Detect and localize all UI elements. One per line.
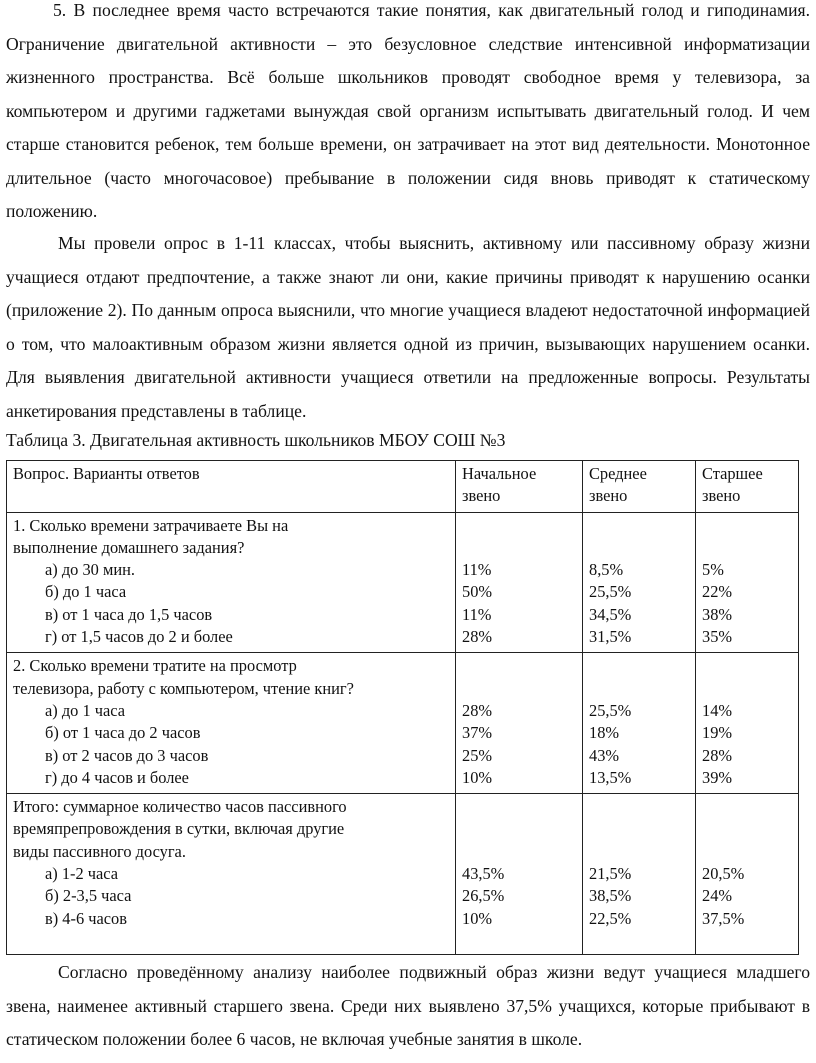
paragraph-intro: 5. В последнее время часто встречаются такие понятия, как двигательный голод и гиподинамия. Ограничение двигательной активности – это безусловное следствие интенсивной информатизации жизненного пространства. Всё больше школьников проводят свободное время у телевизора, за компьютером и другими гаджетами вынуждая свой организм испытывать двигательный голод. И чем старше становится ребенок, тем больше времени, он затрачивает на этот вид деятельности. Монотонное длительное (часто многочасовое) пребывание в положении сидя вновь приводят к статическому положению. bbox=[6, 0, 810, 221]
paragraph-conclusion: Согласно проведённому анализу наиболее подвижный образ жизни ведут учащиеся младшего звена, наименее активный старшего звена. Среди них выявлено 37,5% учащихся, которые прибывают в статическом положении более 6 часов, не включая учебные занятия в школе. bbox=[6, 962, 810, 1049]
total-primary: 43,5% 26,5% 10% bbox=[456, 794, 583, 955]
header-question: Вопрос. Варианты ответов bbox=[7, 461, 456, 513]
table-row bbox=[7, 794, 799, 955]
table-row bbox=[7, 653, 799, 794]
table-row bbox=[7, 512, 799, 653]
q1-senior: 5% 22% 38% 35% bbox=[696, 512, 799, 653]
q2-senior: 14% 19% 28% 39% bbox=[696, 653, 799, 794]
q2-question: 2. Сколько времени тратите на просмотр телевизора, работу с компьютером, чтение книг? а) до 1 часа б) от 1 часа до 2 часов в) от 2 часов до 3 часов г) до 4 часов и более bbox=[7, 653, 456, 794]
q1-question: 1. Сколько времени затрачиваете Вы на выполнение домашнего задания? а) до 30 мин. б) до 1 часа в) от 1 часа до 1,5 часов г) от 1,5 часов до 2 и более bbox=[7, 512, 456, 653]
total-senior: 20,5% 24% 37,5% bbox=[696, 794, 799, 955]
table-caption: Таблица 3. Двигательная активность школьников МБОУ СОШ №3 bbox=[6, 430, 506, 450]
q1-primary: 11% 50% 11% 28% bbox=[456, 512, 583, 653]
header-senior: Старшее звено bbox=[696, 461, 799, 513]
header-middle: Среднее звено bbox=[583, 461, 696, 513]
table-header-row bbox=[7, 461, 799, 513]
activity-table bbox=[6, 460, 799, 955]
q2-primary: 28% 37% 25% 10% bbox=[456, 653, 583, 794]
header-primary: Начальное звено bbox=[456, 461, 583, 513]
q1-middle: 8,5% 25,5% 34,5% 31,5% bbox=[583, 512, 696, 653]
total-question: Итого: суммарное количество часов пассивного времяпрепровождения в сутки, включая другие виды пассивного досуга. а) 1-2 часа б) 2-3,5 часа в) 4-6 часов bbox=[7, 794, 456, 955]
paragraph-survey: Мы провели опрос в 1-11 классах, чтобы выяснить, активному или пассивному образу жизни учащиеся отдают предпочтение, а также знают ли они, какие причины приводят к нарушению осанки (приложение 2). По данным опроса выяснили, что многие учащиеся владеют недостаточной информацией о том, что малоактивным образом жизни является одной из причин, вызывающих нарушением осанки. Для выявления двигательной активности учащиеся ответили на предложенные вопросы. Результаты анкетирования представлены в таблице. bbox=[6, 233, 810, 421]
q2-middle: 25,5% 18% 43% 13,5% bbox=[583, 653, 696, 794]
total-middle: 21,5% 38,5% 22,5% bbox=[583, 794, 696, 955]
